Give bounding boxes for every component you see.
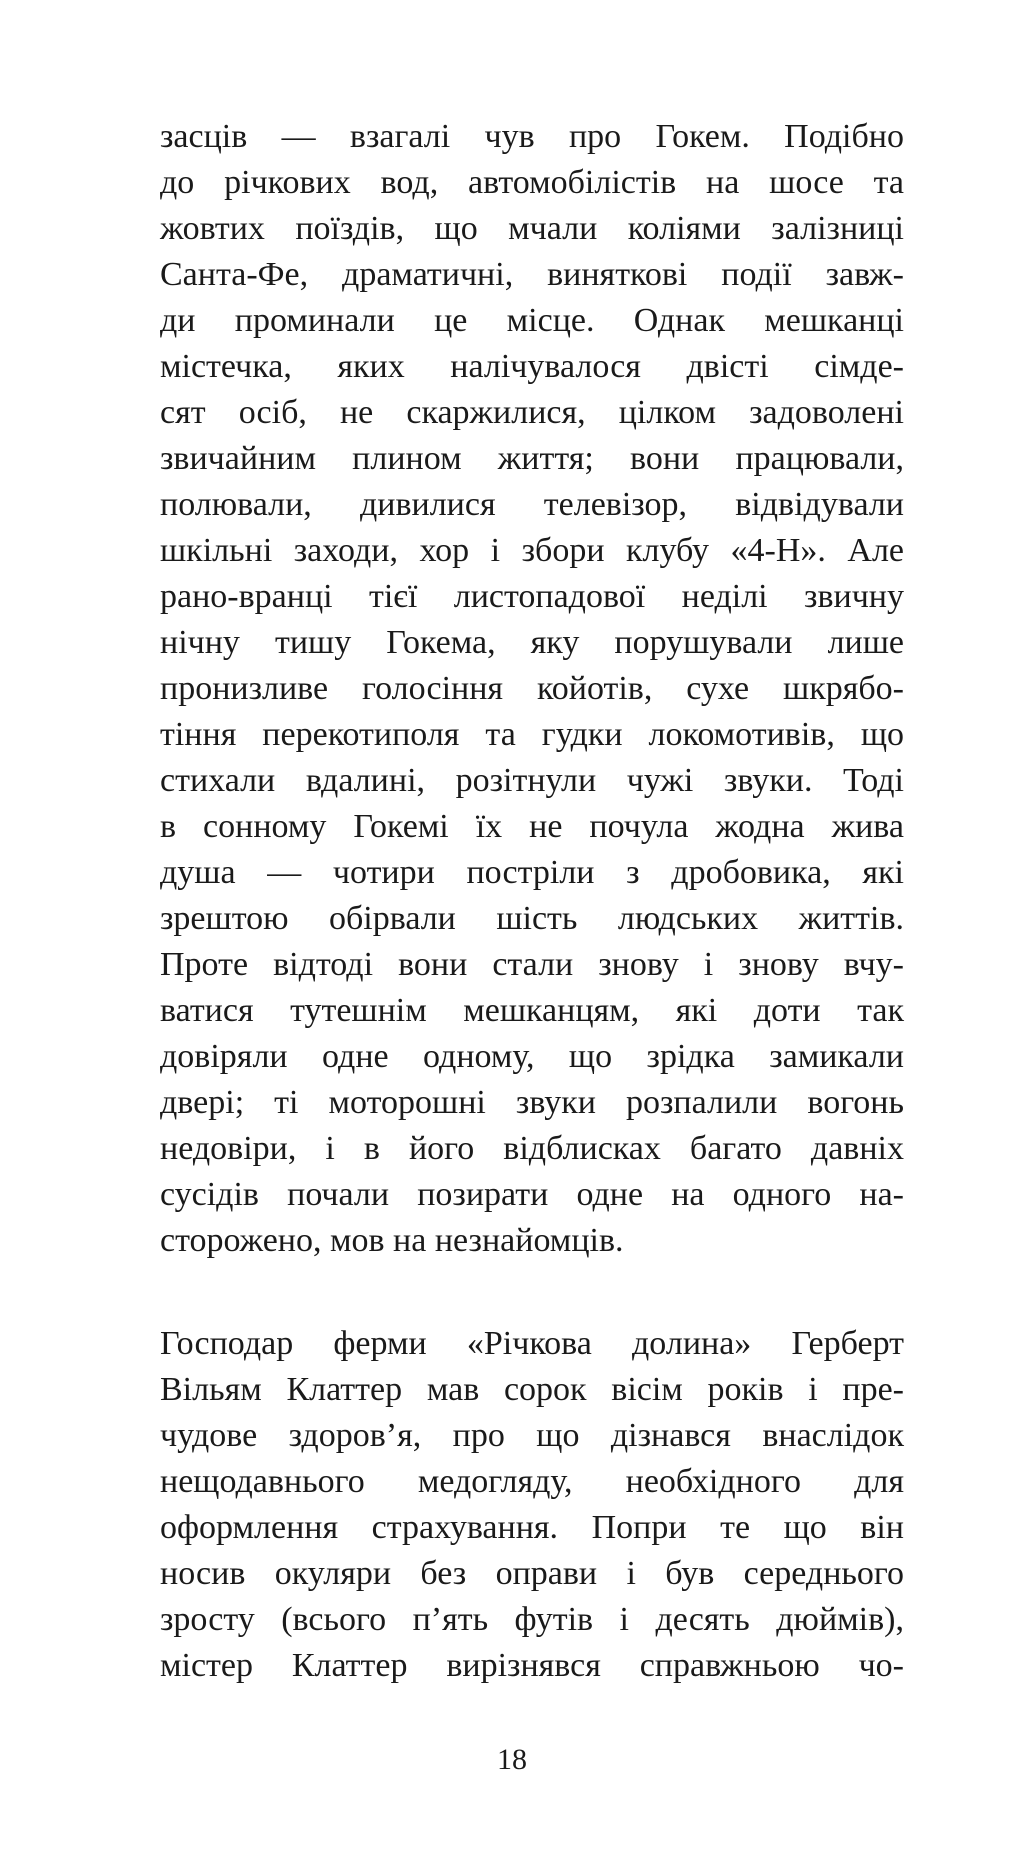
- text-line: сят осіб, не скаржилися, цілком задоволені: [160, 394, 904, 431]
- text-line: чудове здоров’я, про що дізнався внаслідок: [160, 1417, 904, 1454]
- text-line: зросту (всього п’ять футів і десять дюймів),: [160, 1601, 904, 1638]
- text-line: містер Клаттер вирізнявся справжньою чо-: [160, 1647, 904, 1684]
- text-line: містечка, яких налічувалося двісті сімде-: [160, 348, 904, 385]
- text-line: до річкових вод, автомобілістів на шосе та: [160, 164, 904, 201]
- text-line: нещодавнього медогляду, необхідного для: [160, 1463, 904, 1500]
- text-line: шкільні заходи, хор і збори клубу «4-Н». Але: [160, 532, 904, 569]
- text-line: стихали вдалині, розітнули чужі звуки. Тоді: [160, 762, 904, 799]
- text-line: звичайним плином життя; вони працювали,: [160, 440, 904, 477]
- text-line: Господар ферми «Річкова долина» Герберт: [160, 1325, 904, 1362]
- paragraph-2: [160, 1321, 904, 1689]
- text-line: недовіри, і в його відблисках багато давніх: [160, 1130, 904, 1167]
- text-line: сторожено, мов на незнайомців.: [160, 1222, 624, 1259]
- text-line: носив окуляри без оправи і був середнього: [160, 1555, 904, 1592]
- text-line: нічну тишу Гокема, яку порушували лише: [160, 624, 904, 661]
- text-line: душа — чотири постріли з дробовика, які: [160, 854, 904, 891]
- text-line: ватися тутешнім мешканцям, які доти так: [160, 992, 904, 1029]
- paragraph-1: [160, 114, 904, 1264]
- text-line: тіння перекотиполя та гудки локомотивів, що: [160, 716, 904, 753]
- text-line: оформлення страхування. Попри те що він: [160, 1509, 904, 1546]
- text-line: Проте відтоді вони стали знову і знову вчу-: [160, 946, 904, 983]
- text-line: ди проминали це місце. Однак мешканці: [160, 302, 904, 339]
- text-line: довіряли одне одному, що зрідка замикали: [160, 1038, 904, 1075]
- text-line: Вільям Клаттер мав сорок вісім років і пре-: [160, 1371, 904, 1408]
- text-line: Санта-Фе, драматичні, виняткові події завж-: [160, 256, 904, 293]
- text-line: засців — взагалі чув про Гокем. Подібно: [160, 118, 904, 155]
- text-line: зрештою обірвали шість людських життів.: [160, 900, 904, 937]
- text-line: полювали, дивилися телевізор, відвідували: [160, 486, 904, 523]
- page-number: 18: [497, 1743, 527, 1776]
- text-line: двері; ті моторошні звуки розпалили вогонь: [160, 1084, 904, 1121]
- text-line: сусідів почали позирати одне на одного на-: [160, 1176, 904, 1213]
- text-line: рано-вранці тієї листопадової неділі звичну: [160, 578, 904, 615]
- text-line: в сонному Гокемі їх не почула жодна жива: [160, 808, 904, 845]
- text-line: жовтих поїздів, що мчали коліями залізниці: [160, 210, 904, 247]
- text-line: пронизливе голосіння койотів, сухе шкрябо-: [160, 670, 904, 707]
